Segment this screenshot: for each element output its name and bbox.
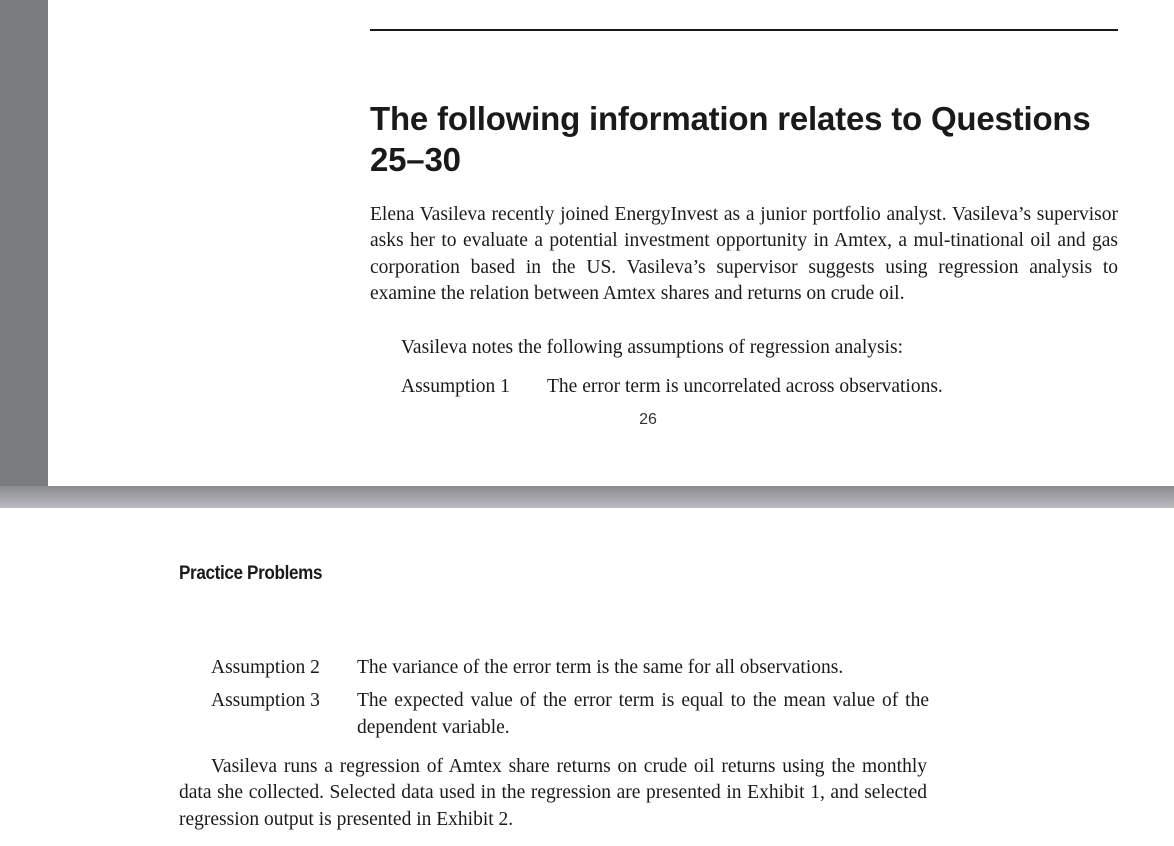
page-number: 26 xyxy=(639,411,657,428)
assumption-2-label: Assumption 2 xyxy=(211,657,320,678)
question-set-heading: The following information relates to Questions 25–30 xyxy=(370,100,1091,178)
assumption-3-text: The expected value of the error term is equal to the mean value of the dependent variable. xyxy=(357,690,929,738)
assumption-2-text: The variance of the error term is the same for all observations. xyxy=(357,657,844,678)
assumption-1 xyxy=(401,373,1121,400)
assumption-1-label: Assumption 1 xyxy=(401,376,510,397)
page-gap xyxy=(0,486,1174,508)
assumption-3-label: Assumption 3 xyxy=(211,690,320,711)
section-title: Practice Problems xyxy=(179,563,323,584)
assumptions-intro-line: Vasileva notes the following assumptions of regression analysis: xyxy=(401,337,904,358)
top-rule xyxy=(370,29,1118,31)
left-margin-bar xyxy=(0,0,48,486)
assumption-2 xyxy=(211,654,941,681)
regression-paragraph: Vasileva runs a regression of Amtex share returns on crude oil returns using the monthly data she collected. Selected data used in the regression are presented in Exhibit 1, and selected regression output is presented in Exhibit 2. xyxy=(179,756,927,830)
assumption-1-text: The error term is uncorrelated across observations. xyxy=(547,376,943,397)
document-page-27 xyxy=(0,508,1174,846)
intro-paragraph: Elena Vasileva recently joined EnergyInvest as a junior portfolio analyst. Vasileva’s supervisor asks her to evaluate a potential investment opportunity in Amtex, a mul-tinational oil and gas corporation based in the US. Vasileva’s supervisor suggests using regression analysis to examine the relation between Amtex shares and returns on crude oil. xyxy=(370,204,1118,305)
assumption-3 xyxy=(211,687,941,741)
